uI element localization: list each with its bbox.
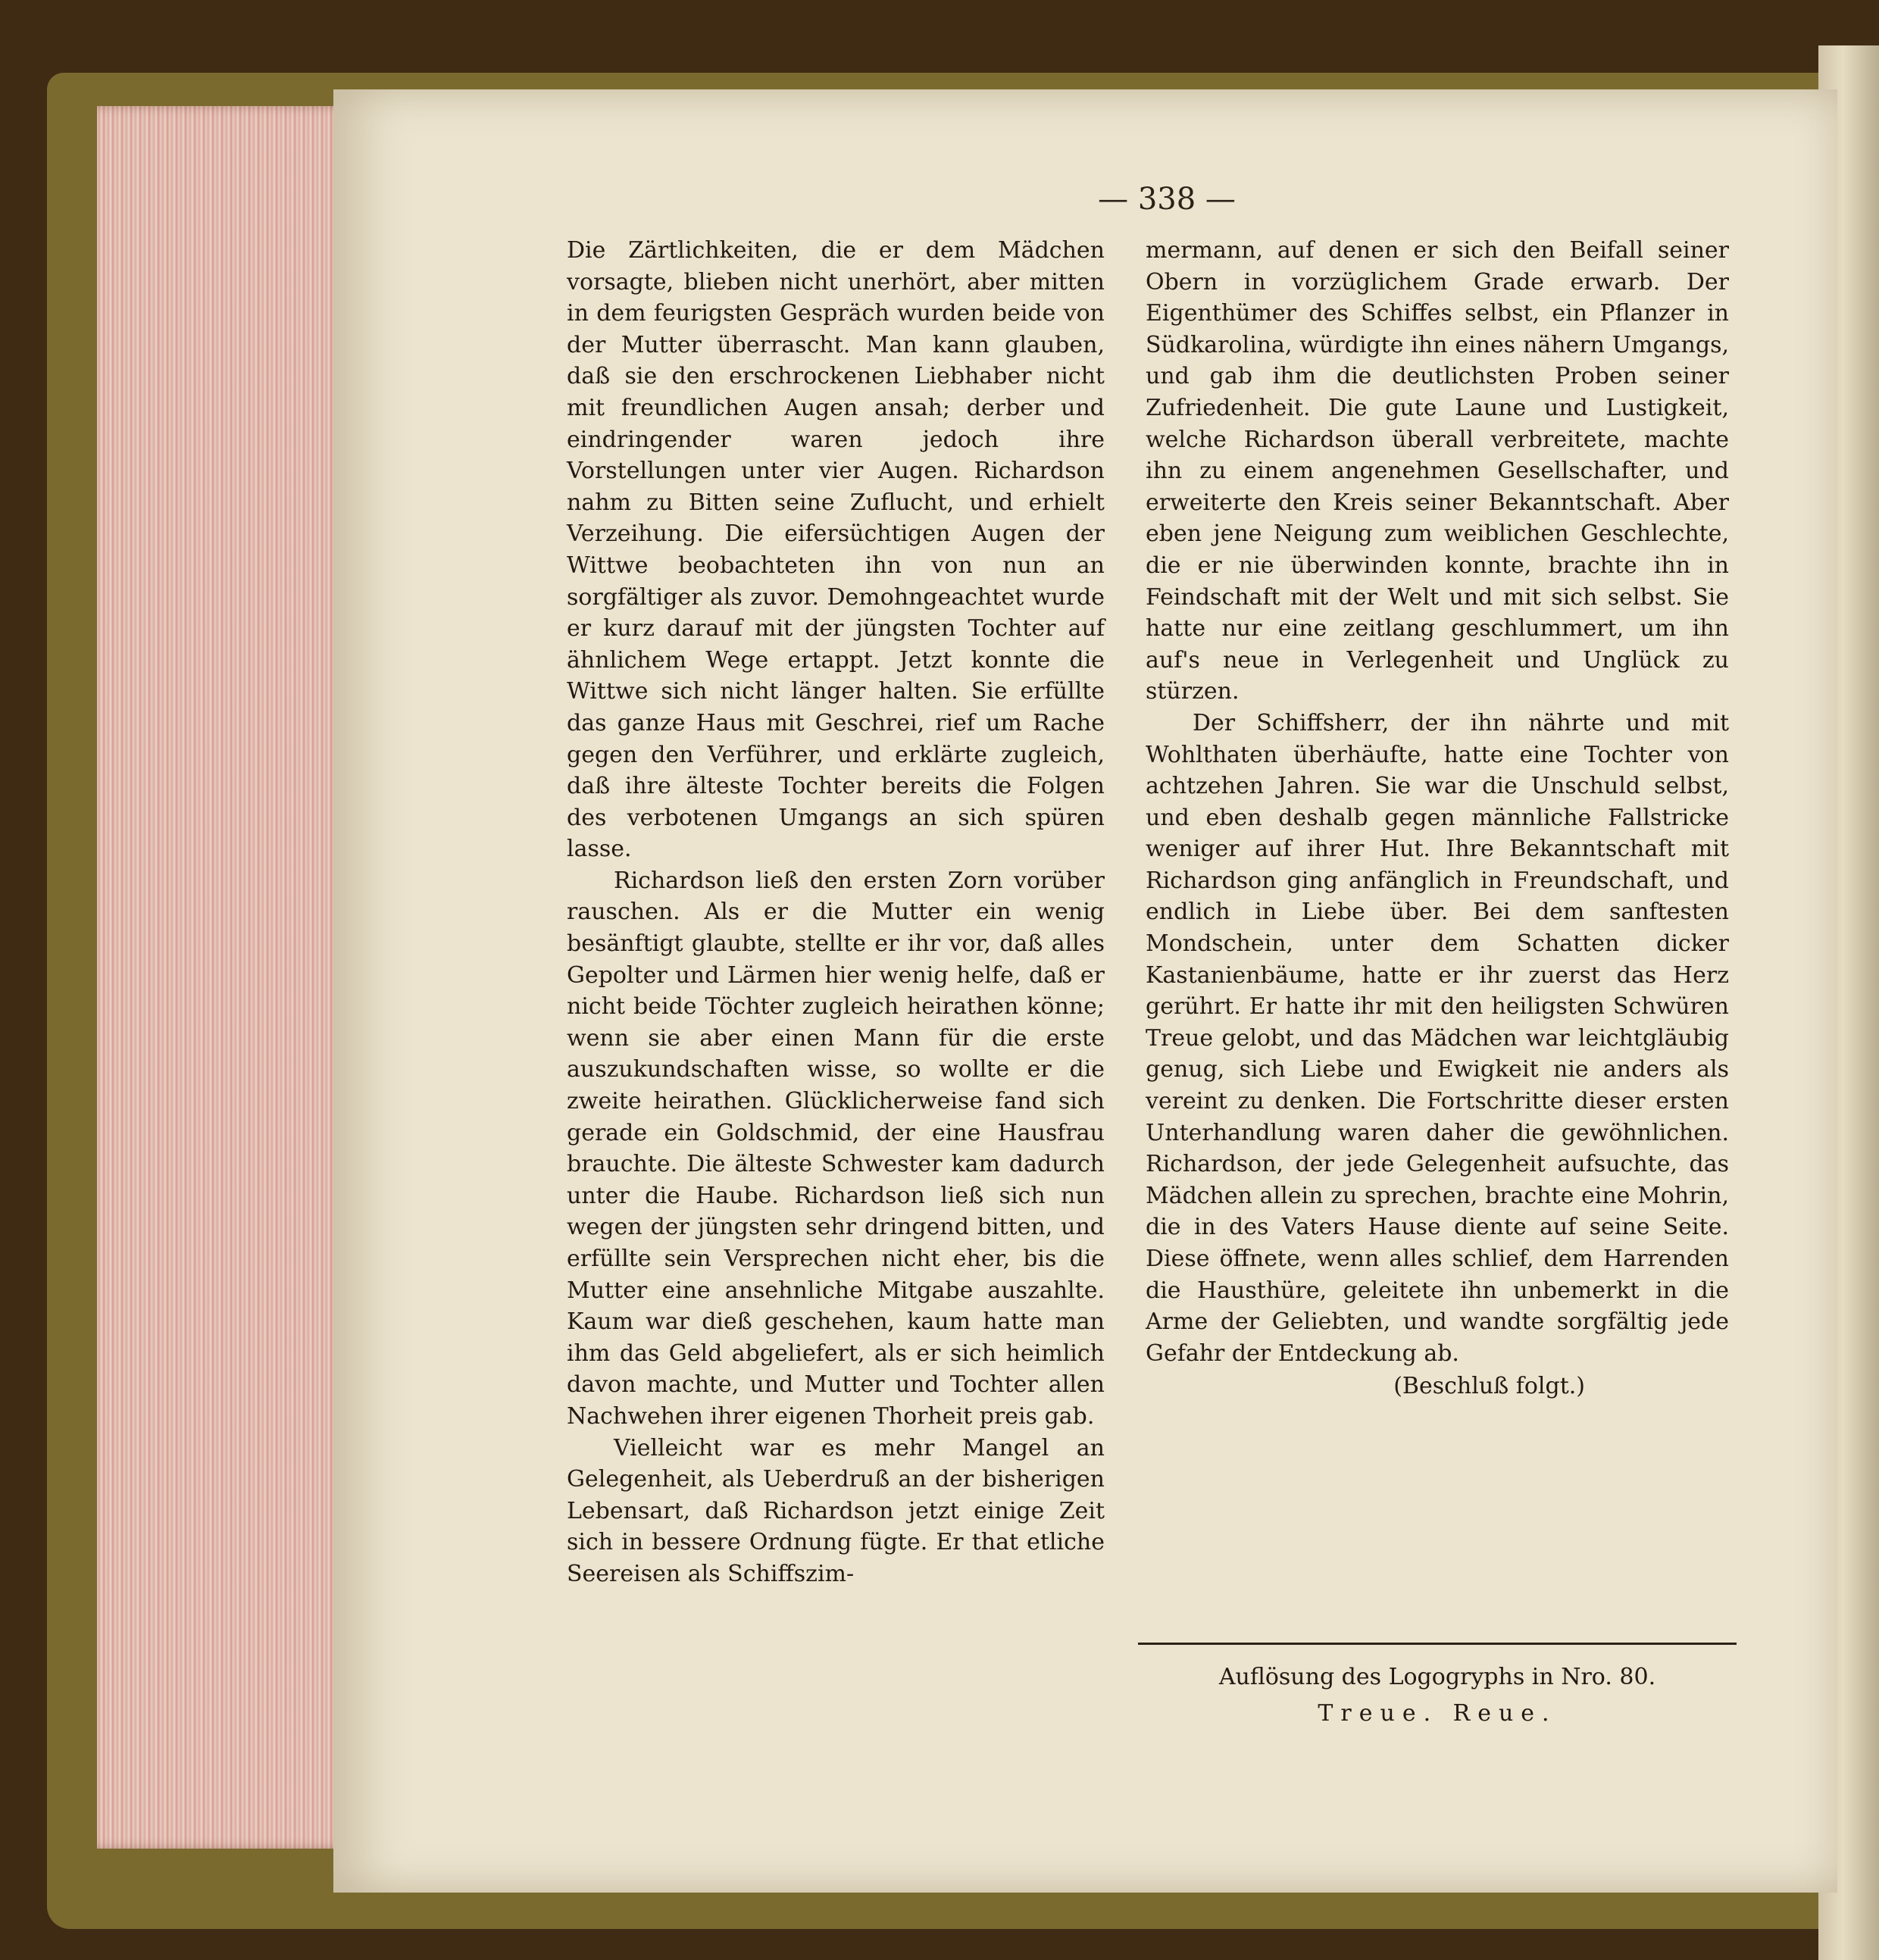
paragraph: Vielleicht war es mehr Mangel an Gelegenheit, als Ueberdruß an der bisherigen Lebensart, daß Richardson jetzt einige Zeit sich in bessere Ordnung fügte. Er that etliche Seereisen als Schiffszim- bbox=[567, 1434, 1105, 1587]
page-number: — 338 — bbox=[1098, 182, 1236, 217]
paragraph: Richardson ließ den ersten Zorn vorüber rauschen. Als er die Mutter ein wenig besänftigt glaubte, stellte er ihr vor, daß alles Gepolter und Lärmen hier wenig helfe, daß er nicht beide Töchter zugleich heirathen könne; wenn sie aber einen Mann für die erste auszukundschaften wisse, so wollte er die zweite heirathen. Glücklicherweise fand sich gerade ein Goldschmid, der eine Hausfrau brauchte. Die älteste Schwester kam dadurch unter die Haube. Richardson ließ sich nun wegen der jüngsten sehr dringend bitten, und erfüllte sein Versprechen nicht eher, bis die Mutter eine ansehnliche Mitgabe auszahlte. Kaum war dieß geschehen, kaum hatte man ihm das Geld abgeliefert, als er sich heimlich davon machte, und Mutter und Tochter allen Nachwehen ihrer eigenen Thorheit preis gab. bbox=[567, 867, 1105, 1430]
continuation-note: (Beschluß folgt.) bbox=[1393, 1373, 1585, 1400]
paragraph: Die Zärtlichkeiten, die er dem Mädchen vorsagte, blieben nicht unerhört, aber mitten in dem feurigsten Gespräch wurden beide von der Mutter überrascht. Man kann glauben, daß sie den erschrockenen Liebhaber nicht mit freundlichen Augen ansah; derber und eindringender waren jedoch ihre Vorstellungen unter vier Augen. Richardson nahm zu Bitten seine Zuflucht, und erhielt Verzeihung. Die eifersüchtigen Augen der Wittwe beobachteten ihn von nun an sorgfältiger als zuvor. Demohngeachtet wurde er kurz darauf mit der jüngsten Tochter auf ähnlichem Wege ertappt. Jetzt konnte die Wittwe sich nicht länger halten. Sie erfüllte das ganze Haus mit Geschrei, rief um Rache gegen den Verführer, und erklärte zugleich, daß ihre älteste Tochter bereits die Folgen des verbotenen Umgangs an sich spüren lasse. bbox=[567, 237, 1105, 863]
section-divider bbox=[1138, 1643, 1737, 1645]
paragraph: mermann, auf denen er sich den Beifall seiner Obern in vorzüglichem Grade erwarb. Der Eigenthümer des Schiffes selbst, ein Pflanzer in Südkarolina, würdigte ihn eines nähern Umgangs, und gab ihm die deutlichsten Proben seiner Zufriedenheit. Die gute Laune und Lustigkeit, welche Richardson überall verbreitete, machte ihn zu einem angenehmen Gesellschafter, und erweiterte den Kreis seiner Bekanntschaft. Aber eben jene Neigung zum weiblichen Geschlechte, die er nie überwinden konnte, brachte ihn in Feindschaft mit der Welt und mit sich selbst. Sie hatte nur eine zeitlang geschlummert, um ihn auf's neue in Verlegenheit und Unglück zu stürzen. bbox=[1146, 237, 1729, 705]
page-block-edges bbox=[97, 106, 347, 1849]
right-text-column bbox=[1146, 235, 1729, 1425]
logogriph-answer: Treue. Reue. bbox=[1318, 1700, 1557, 1727]
paragraph: Der Schiffsherr, der ihn nährte und mit Wohlthaten überhäufte, hatte eine Tochter von achtzehen Jahren. Sie war die Unschuld selbst, und eben deshalb gegen männliche Fallstricke weniger auf ihrer Hut. Ihre Bekanntschaft mit Richardson ging anfänglich in Freundschaft, und endlich in Liebe über. Bei dem sanftesten Mondschein, unter dem Schatten dicker Kastanienbäume, hatte er ihr zuerst das Herz gerührt. Er hatte ihr mit den heiligsten Schwüren Treue gelobt, und das Mädchen war leichtgläubig genug, sich Liebe und Ewigkeit nie anders als vereint zu denken. Die Fortschritte dieser ersten Unterhandlung waren daher die gewöhnlichen. Richardson, der jede Gelegenheit aufsuchte, das Mädchen allein zu sprechen, brachte eine Mohrin, die in des Vaters Hause diente auf seine Seite. Diese öffnete, wenn alles schlief, dem Harrenden die Hausthüre, geleitete ihn unbemerkt in die Arme der Geliebten, und wandte sorgfältig jede Gefahr der Entdeckung ab. bbox=[1146, 709, 1729, 1367]
left-text-column bbox=[567, 235, 1105, 1590]
logogriph-solution bbox=[1146, 1659, 1729, 1732]
logogriph-heading: Auflösung des Logogryphs in Nro. 80. bbox=[1218, 1664, 1656, 1690]
